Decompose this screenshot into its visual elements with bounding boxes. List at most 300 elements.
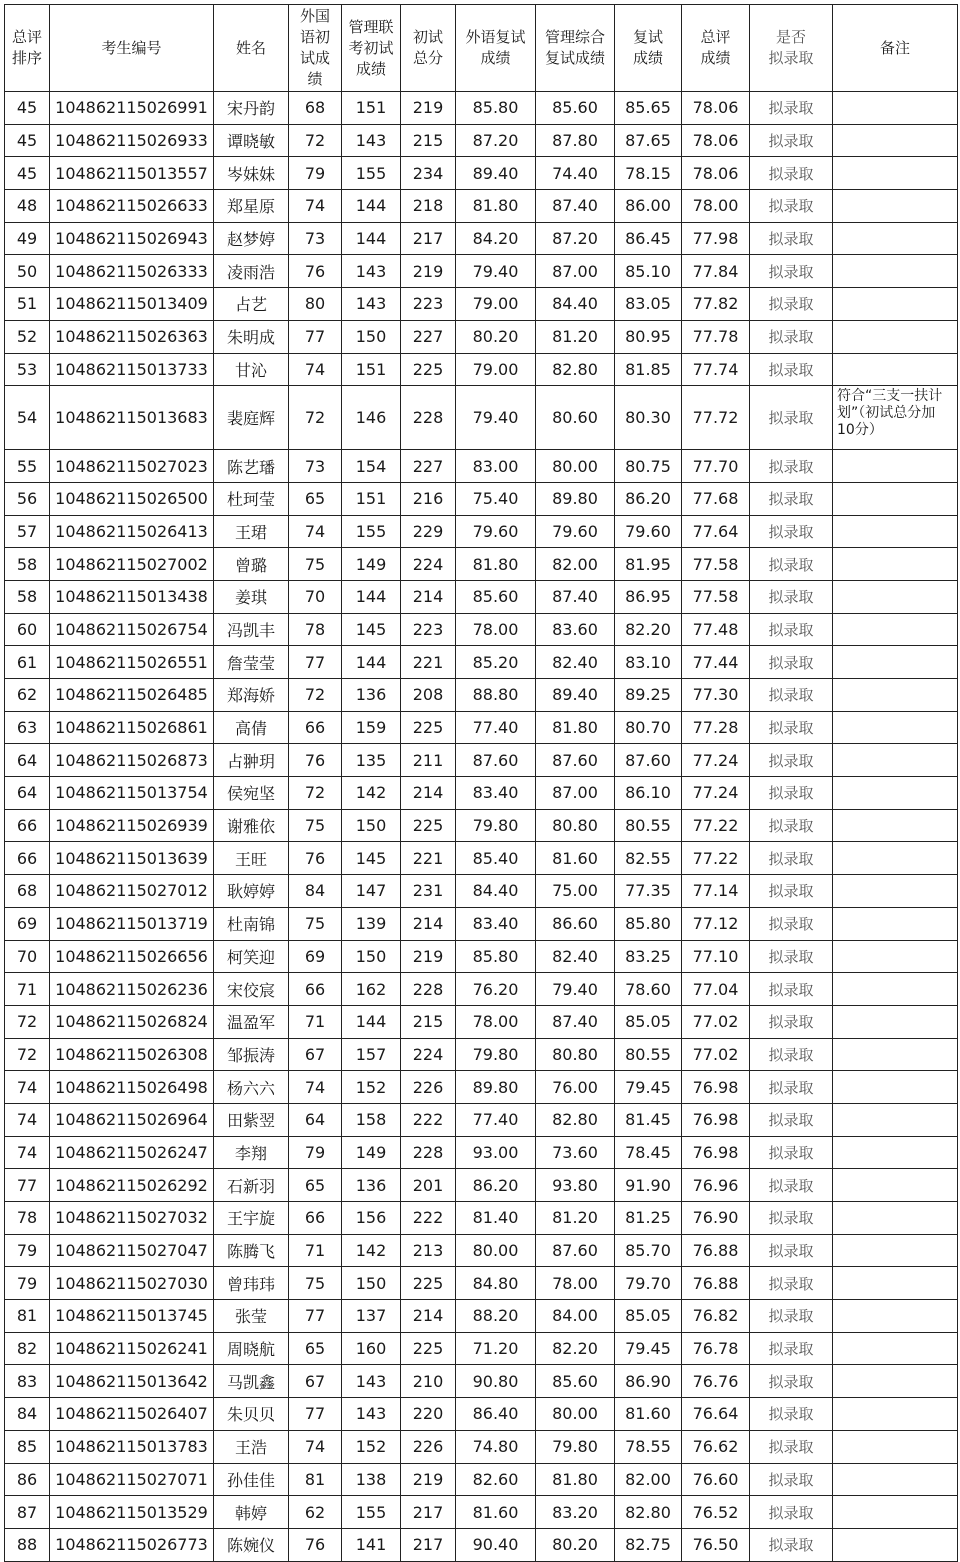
cell-rank: 58 <box>5 548 50 581</box>
cell-foreign-language-prelim: 78 <box>289 613 342 646</box>
cell-foreign-language-retest: 84.20 <box>456 222 536 255</box>
cell-admission-status: 拟录取 <box>750 1300 833 1333</box>
cell-management-prelim: 155 <box>342 515 401 548</box>
cell-retest-score: 85.05 <box>615 1005 682 1038</box>
cell-name: 韩婷 <box>214 1496 289 1529</box>
cell-name: 曾玮玮 <box>214 1267 289 1300</box>
cell-retest-score: 82.00 <box>615 1463 682 1496</box>
cell-candidate-id: 104862115026991 <box>50 92 214 125</box>
cell-rank: 53 <box>5 353 50 386</box>
cell-name: 周晓航 <box>214 1332 289 1365</box>
cell-final-score: 76.88 <box>682 1234 750 1267</box>
table-row <box>5 1496 958 1529</box>
cell-foreign-language-retest: 71.20 <box>456 1332 536 1365</box>
cell-rank: 77 <box>5 1169 50 1202</box>
cell-foreign-language-retest: 85.40 <box>456 842 536 875</box>
cell-rank: 52 <box>5 320 50 353</box>
cell-retest-score: 81.60 <box>615 1398 682 1431</box>
cell-candidate-id: 104862115026498 <box>50 1071 214 1104</box>
cell-management-retest: 85.60 <box>536 92 615 125</box>
cell-management-retest: 82.40 <box>536 940 615 973</box>
cell-foreign-language-retest: 83.40 <box>456 907 536 940</box>
cell-remarks <box>833 580 958 613</box>
cell-prelim-total: 226 <box>401 1430 456 1463</box>
cell-candidate-id: 104862115026964 <box>50 1103 214 1136</box>
cell-remarks <box>833 1005 958 1038</box>
cell-candidate-id: 104862115027002 <box>50 548 214 581</box>
cell-rank: 48 <box>5 190 50 223</box>
cell-management-retest: 81.80 <box>536 1463 615 1496</box>
table-row <box>5 320 958 353</box>
cell-rank: 45 <box>5 124 50 157</box>
cell-candidate-id: 104862115027023 <box>50 450 214 483</box>
cell-foreign-language-prelim: 75 <box>289 907 342 940</box>
cell-admission-status: 拟录取 <box>750 1332 833 1365</box>
cell-admission-status: 拟录取 <box>750 548 833 581</box>
cell-management-prelim: 149 <box>342 1136 401 1169</box>
cell-management-retest: 80.60 <box>536 386 615 450</box>
cell-management-prelim: 159 <box>342 711 401 744</box>
cell-management-retest: 73.60 <box>536 1136 615 1169</box>
cell-rank: 64 <box>5 777 50 810</box>
cell-management-prelim: 158 <box>342 1103 401 1136</box>
table-row <box>5 1528 958 1561</box>
cell-foreign-language-retest: 79.40 <box>456 255 536 288</box>
cell-remarks <box>833 1267 958 1300</box>
cell-admission-status: 拟录取 <box>750 1103 833 1136</box>
cell-management-prelim: 154 <box>342 450 401 483</box>
cell-final-score: 77.74 <box>682 353 750 386</box>
cell-rank: 74 <box>5 1103 50 1136</box>
cell-name: 田紫翌 <box>214 1103 289 1136</box>
cell-foreign-language-retest: 79.40 <box>456 386 536 450</box>
cell-final-score: 77.04 <box>682 973 750 1006</box>
cell-management-retest: 79.60 <box>536 515 615 548</box>
cell-candidate-id: 104862115026241 <box>50 1332 214 1365</box>
cell-management-retest: 81.20 <box>536 320 615 353</box>
cell-final-score: 76.98 <box>682 1071 750 1104</box>
cell-candidate-id: 104862115013754 <box>50 777 214 810</box>
cell-foreign-language-retest: 85.20 <box>456 646 536 679</box>
cell-rank: 72 <box>5 1038 50 1071</box>
cell-management-retest: 82.40 <box>536 646 615 679</box>
cell-foreign-language-retest: 90.40 <box>456 1528 536 1561</box>
table-row <box>5 222 958 255</box>
cell-retest-score: 86.90 <box>615 1365 682 1398</box>
cell-name: 赵梦婷 <box>214 222 289 255</box>
cell-candidate-id: 104862115026407 <box>50 1398 214 1431</box>
cell-management-prelim: 146 <box>342 386 401 450</box>
header-name: 姓名 <box>214 5 289 92</box>
cell-management-prelim: 157 <box>342 1038 401 1071</box>
cell-remarks <box>833 450 958 483</box>
cell-foreign-language-prelim: 75 <box>289 1267 342 1300</box>
cell-management-retest: 86.60 <box>536 907 615 940</box>
cell-rank: 50 <box>5 255 50 288</box>
cell-final-score: 76.96 <box>682 1169 750 1202</box>
cell-prelim-total: 226 <box>401 1071 456 1104</box>
cell-prelim-total: 221 <box>401 646 456 679</box>
cell-management-retest: 82.20 <box>536 1332 615 1365</box>
cell-admission-status: 拟录取 <box>750 679 833 712</box>
cell-retest-score: 81.25 <box>615 1202 682 1235</box>
cell-management-prelim: 143 <box>342 255 401 288</box>
cell-rank: 81 <box>5 1300 50 1333</box>
cell-name: 岑妹妹 <box>214 157 289 190</box>
cell-final-score: 77.68 <box>682 482 750 515</box>
cell-rank: 69 <box>5 907 50 940</box>
cell-management-prelim: 151 <box>342 482 401 515</box>
cell-candidate-id: 104862115026333 <box>50 255 214 288</box>
cell-foreign-language-retest: 81.80 <box>456 548 536 581</box>
cell-admission-status: 拟录取 <box>750 973 833 1006</box>
cell-name: 占翀玥 <box>214 744 289 777</box>
cell-name: 曾璐 <box>214 548 289 581</box>
cell-name: 张莹 <box>214 1300 289 1333</box>
cell-admission-status: 拟录取 <box>750 1430 833 1463</box>
cell-foreign-language-retest: 87.20 <box>456 124 536 157</box>
table-row <box>5 777 958 810</box>
table-row <box>5 1202 958 1235</box>
cell-retest-score: 85.05 <box>615 1300 682 1333</box>
cell-management-prelim: 150 <box>342 320 401 353</box>
cell-admission-status: 拟录取 <box>750 1071 833 1104</box>
cell-candidate-id: 104862115026861 <box>50 711 214 744</box>
cell-name: 侯宛坚 <box>214 777 289 810</box>
cell-prelim-total: 223 <box>401 288 456 321</box>
cell-final-score: 77.02 <box>682 1038 750 1071</box>
cell-management-retest: 76.00 <box>536 1071 615 1104</box>
cell-final-score: 77.72 <box>682 386 750 450</box>
cell-prelim-total: 219 <box>401 940 456 973</box>
cell-management-retest: 87.60 <box>536 1234 615 1267</box>
table-row <box>5 973 958 1006</box>
header-prelim-total: 初试 总分 <box>401 5 456 92</box>
cell-management-prelim: 162 <box>342 973 401 1006</box>
cell-prelim-total: 234 <box>401 157 456 190</box>
cell-remarks <box>833 907 958 940</box>
cell-rank: 74 <box>5 1136 50 1169</box>
cell-candidate-id: 104862115026656 <box>50 940 214 973</box>
cell-admission-status: 拟录取 <box>750 646 833 679</box>
cell-management-retest: 87.00 <box>536 777 615 810</box>
cell-final-score: 78.06 <box>682 92 750 125</box>
cell-rank: 51 <box>5 288 50 321</box>
cell-candidate-id: 104862115013529 <box>50 1496 214 1529</box>
cell-retest-score: 80.30 <box>615 386 682 450</box>
cell-prelim-total: 208 <box>401 679 456 712</box>
cell-prelim-total: 224 <box>401 1038 456 1071</box>
cell-foreign-language-prelim: 67 <box>289 1365 342 1398</box>
cell-remarks <box>833 613 958 646</box>
cell-name: 陈艺璠 <box>214 450 289 483</box>
cell-foreign-language-prelim: 75 <box>289 809 342 842</box>
cell-foreign-language-prelim: 66 <box>289 1202 342 1235</box>
cell-management-prelim: 152 <box>342 1430 401 1463</box>
cell-remarks <box>833 1300 958 1333</box>
cell-retest-score: 89.25 <box>615 679 682 712</box>
cell-admission-status: 拟录取 <box>750 1267 833 1300</box>
cell-management-retest: 80.80 <box>536 1038 615 1071</box>
cell-candidate-id: 104862115027047 <box>50 1234 214 1267</box>
cell-remarks <box>833 548 958 581</box>
cell-foreign-language-retest: 76.20 <box>456 973 536 1006</box>
cell-prelim-total: 217 <box>401 1528 456 1561</box>
cell-management-prelim: 141 <box>342 1528 401 1561</box>
cell-remarks: 符合“三支一扶计划”（初试总分加10分） <box>833 386 958 450</box>
cell-rank: 58 <box>5 580 50 613</box>
cell-remarks <box>833 92 958 125</box>
cell-admission-status: 拟录取 <box>750 92 833 125</box>
table-row <box>5 875 958 908</box>
cell-remarks <box>833 1202 958 1235</box>
cell-management-retest: 83.60 <box>536 613 615 646</box>
cell-retest-score: 86.20 <box>615 482 682 515</box>
cell-prelim-total: 225 <box>401 711 456 744</box>
cell-candidate-id: 104862115026873 <box>50 744 214 777</box>
cell-name: 马凯鑫 <box>214 1365 289 1398</box>
cell-management-retest: 85.60 <box>536 1365 615 1398</box>
cell-remarks <box>833 1071 958 1104</box>
cell-candidate-id: 104862115027071 <box>50 1463 214 1496</box>
cell-name: 耿婷婷 <box>214 875 289 908</box>
cell-prelim-total: 215 <box>401 124 456 157</box>
cell-management-prelim: 137 <box>342 1300 401 1333</box>
cell-management-prelim: 156 <box>342 1202 401 1235</box>
cell-final-score: 77.10 <box>682 940 750 973</box>
cell-management-prelim: 155 <box>342 1496 401 1529</box>
cell-retest-score: 82.55 <box>615 842 682 875</box>
cell-foreign-language-prelim: 72 <box>289 124 342 157</box>
cell-foreign-language-prelim: 65 <box>289 1169 342 1202</box>
cell-management-prelim: 144 <box>342 646 401 679</box>
cell-foreign-language-retest: 86.40 <box>456 1398 536 1431</box>
cell-management-prelim: 144 <box>342 580 401 613</box>
cell-final-score: 76.98 <box>682 1136 750 1169</box>
cell-name: 郑星原 <box>214 190 289 223</box>
cell-retest-score: 81.45 <box>615 1103 682 1136</box>
cell-foreign-language-retest: 80.00 <box>456 1234 536 1267</box>
cell-candidate-id: 104862115013409 <box>50 288 214 321</box>
cell-admission-status: 拟录取 <box>750 1005 833 1038</box>
cell-name: 柯笑迎 <box>214 940 289 973</box>
cell-foreign-language-prelim: 68 <box>289 92 342 125</box>
table-row <box>5 1267 958 1300</box>
cell-rank: 84 <box>5 1398 50 1431</box>
cell-management-prelim: 143 <box>342 1365 401 1398</box>
cell-admission-status: 拟录取 <box>750 320 833 353</box>
cell-foreign-language-prelim: 67 <box>289 1038 342 1071</box>
cell-admission-status: 拟录取 <box>750 190 833 223</box>
cell-candidate-id: 104862115026247 <box>50 1136 214 1169</box>
cell-prelim-total: 225 <box>401 1332 456 1365</box>
cell-rank: 54 <box>5 386 50 450</box>
cell-management-retest: 84.00 <box>536 1300 615 1333</box>
cell-retest-score: 85.80 <box>615 907 682 940</box>
cell-management-retest: 82.00 <box>536 548 615 581</box>
cell-foreign-language-prelim: 69 <box>289 940 342 973</box>
cell-retest-score: 86.45 <box>615 222 682 255</box>
cell-prelim-total: 215 <box>401 1005 456 1038</box>
cell-candidate-id: 104862115013557 <box>50 157 214 190</box>
cell-foreign-language-retest: 81.80 <box>456 190 536 223</box>
cell-rank: 63 <box>5 711 50 744</box>
table-row <box>5 386 958 450</box>
cell-final-score: 77.02 <box>682 1005 750 1038</box>
cell-remarks <box>833 1038 958 1071</box>
cell-admission-status: 拟录取 <box>750 613 833 646</box>
cell-foreign-language-prelim: 76 <box>289 1528 342 1561</box>
cell-admission-status: 拟录取 <box>750 1202 833 1235</box>
cell-final-score: 77.82 <box>682 288 750 321</box>
cell-name: 宋佼宸 <box>214 973 289 1006</box>
cell-name: 王珺 <box>214 515 289 548</box>
cell-rank: 87 <box>5 1496 50 1529</box>
cell-retest-score: 81.85 <box>615 353 682 386</box>
cell-management-prelim: 150 <box>342 809 401 842</box>
cell-final-score: 77.22 <box>682 842 750 875</box>
table-row <box>5 1038 958 1071</box>
cell-final-score: 78.06 <box>682 124 750 157</box>
cell-admission-status: 拟录取 <box>750 809 833 842</box>
cell-foreign-language-prelim: 76 <box>289 744 342 777</box>
cell-name: 姜琪 <box>214 580 289 613</box>
table-row <box>5 1430 958 1463</box>
cell-admission-status: 拟录取 <box>750 1528 833 1561</box>
table-body <box>5 92 958 1562</box>
cell-final-score: 77.44 <box>682 646 750 679</box>
cell-foreign-language-retest: 83.40 <box>456 777 536 810</box>
cell-management-retest: 87.40 <box>536 580 615 613</box>
table-row <box>5 907 958 940</box>
cell-rank: 60 <box>5 613 50 646</box>
cell-foreign-language-prelim: 76 <box>289 842 342 875</box>
table-row <box>5 940 958 973</box>
cell-foreign-language-prelim: 72 <box>289 777 342 810</box>
cell-final-score: 77.84 <box>682 255 750 288</box>
cell-remarks <box>833 353 958 386</box>
table-row <box>5 1332 958 1365</box>
cell-retest-score: 79.45 <box>615 1071 682 1104</box>
cell-name: 谢雅依 <box>214 809 289 842</box>
cell-remarks <box>833 679 958 712</box>
cell-candidate-id: 104862115027012 <box>50 875 214 908</box>
cell-admission-status: 拟录取 <box>750 744 833 777</box>
cell-candidate-id: 104862115026633 <box>50 190 214 223</box>
cell-management-retest: 87.20 <box>536 222 615 255</box>
cell-foreign-language-prelim: 74 <box>289 353 342 386</box>
table-row <box>5 1398 958 1431</box>
cell-retest-score: 79.60 <box>615 515 682 548</box>
cell-final-score: 77.14 <box>682 875 750 908</box>
cell-admission-status: 拟录取 <box>750 386 833 450</box>
cell-final-score: 77.48 <box>682 613 750 646</box>
cell-final-score: 76.88 <box>682 1267 750 1300</box>
cell-name: 王旺 <box>214 842 289 875</box>
cell-foreign-language-retest: 89.80 <box>456 1071 536 1104</box>
cell-foreign-language-prelim: 70 <box>289 580 342 613</box>
cell-name: 温盈军 <box>214 1005 289 1038</box>
cell-foreign-language-prelim: 80 <box>289 288 342 321</box>
table-row <box>5 515 958 548</box>
cell-retest-score: 86.00 <box>615 190 682 223</box>
cell-management-prelim: 149 <box>342 548 401 581</box>
cell-remarks <box>833 1234 958 1267</box>
cell-foreign-language-retest: 93.00 <box>456 1136 536 1169</box>
cell-management-prelim: 145 <box>342 842 401 875</box>
cell-foreign-language-retest: 79.60 <box>456 515 536 548</box>
cell-retest-score: 80.75 <box>615 450 682 483</box>
cell-management-prelim: 152 <box>342 1071 401 1104</box>
header-management-retest: 管理综合 复试成绩 <box>536 5 615 92</box>
cell-name: 占艺 <box>214 288 289 321</box>
cell-foreign-language-prelim: 74 <box>289 1071 342 1104</box>
cell-remarks <box>833 515 958 548</box>
cell-retest-score: 91.90 <box>615 1169 682 1202</box>
cell-admission-status: 拟录取 <box>750 1234 833 1267</box>
table-row <box>5 711 958 744</box>
cell-retest-score: 82.80 <box>615 1496 682 1529</box>
cell-prelim-total: 222 <box>401 1202 456 1235</box>
cell-candidate-id: 104862115026292 <box>50 1169 214 1202</box>
header-retest-score: 复试 成绩 <box>615 5 682 92</box>
cell-foreign-language-retest: 90.80 <box>456 1365 536 1398</box>
cell-prelim-total: 214 <box>401 777 456 810</box>
cell-foreign-language-retest: 77.40 <box>456 711 536 744</box>
cell-remarks <box>833 1463 958 1496</box>
cell-management-retest: 81.60 <box>536 842 615 875</box>
cell-foreign-language-retest: 88.80 <box>456 679 536 712</box>
cell-retest-score: 85.65 <box>615 92 682 125</box>
cell-admission-status: 拟录取 <box>750 580 833 613</box>
cell-management-prelim: 151 <box>342 353 401 386</box>
cell-foreign-language-prelim: 84 <box>289 875 342 908</box>
cell-foreign-language-prelim: 77 <box>289 646 342 679</box>
cell-rank: 86 <box>5 1463 50 1496</box>
cell-candidate-id: 104862115013438 <box>50 580 214 613</box>
cell-admission-status: 拟录取 <box>750 288 833 321</box>
cell-admission-status: 拟录取 <box>750 1463 833 1496</box>
cell-remarks <box>833 482 958 515</box>
cell-prelim-total: 211 <box>401 744 456 777</box>
cell-foreign-language-prelim: 74 <box>289 515 342 548</box>
cell-final-score: 76.82 <box>682 1300 750 1333</box>
cell-management-prelim: 144 <box>342 222 401 255</box>
cell-prelim-total: 217 <box>401 1496 456 1529</box>
cell-prelim-total: 217 <box>401 222 456 255</box>
cell-management-prelim: 147 <box>342 875 401 908</box>
cell-admission-status: 拟录取 <box>750 842 833 875</box>
cell-rank: 64 <box>5 744 50 777</box>
cell-retest-score: 79.70 <box>615 1267 682 1300</box>
cell-final-score: 76.90 <box>682 1202 750 1235</box>
cell-remarks <box>833 940 958 973</box>
cell-candidate-id: 104862115026824 <box>50 1005 214 1038</box>
cell-foreign-language-prelim: 66 <box>289 711 342 744</box>
cell-foreign-language-prelim: 71 <box>289 1234 342 1267</box>
cell-retest-score: 79.45 <box>615 1332 682 1365</box>
cell-management-retest: 82.80 <box>536 1103 615 1136</box>
cell-foreign-language-retest: 74.80 <box>456 1430 536 1463</box>
cell-candidate-id: 104862115026754 <box>50 613 214 646</box>
cell-retest-score: 80.95 <box>615 320 682 353</box>
cell-management-retest: 89.80 <box>536 482 615 515</box>
cell-management-prelim: 135 <box>342 744 401 777</box>
cell-retest-score: 78.15 <box>615 157 682 190</box>
cell-name: 孙佳佳 <box>214 1463 289 1496</box>
cell-foreign-language-retest: 80.20 <box>456 320 536 353</box>
cell-foreign-language-prelim: 72 <box>289 679 342 712</box>
